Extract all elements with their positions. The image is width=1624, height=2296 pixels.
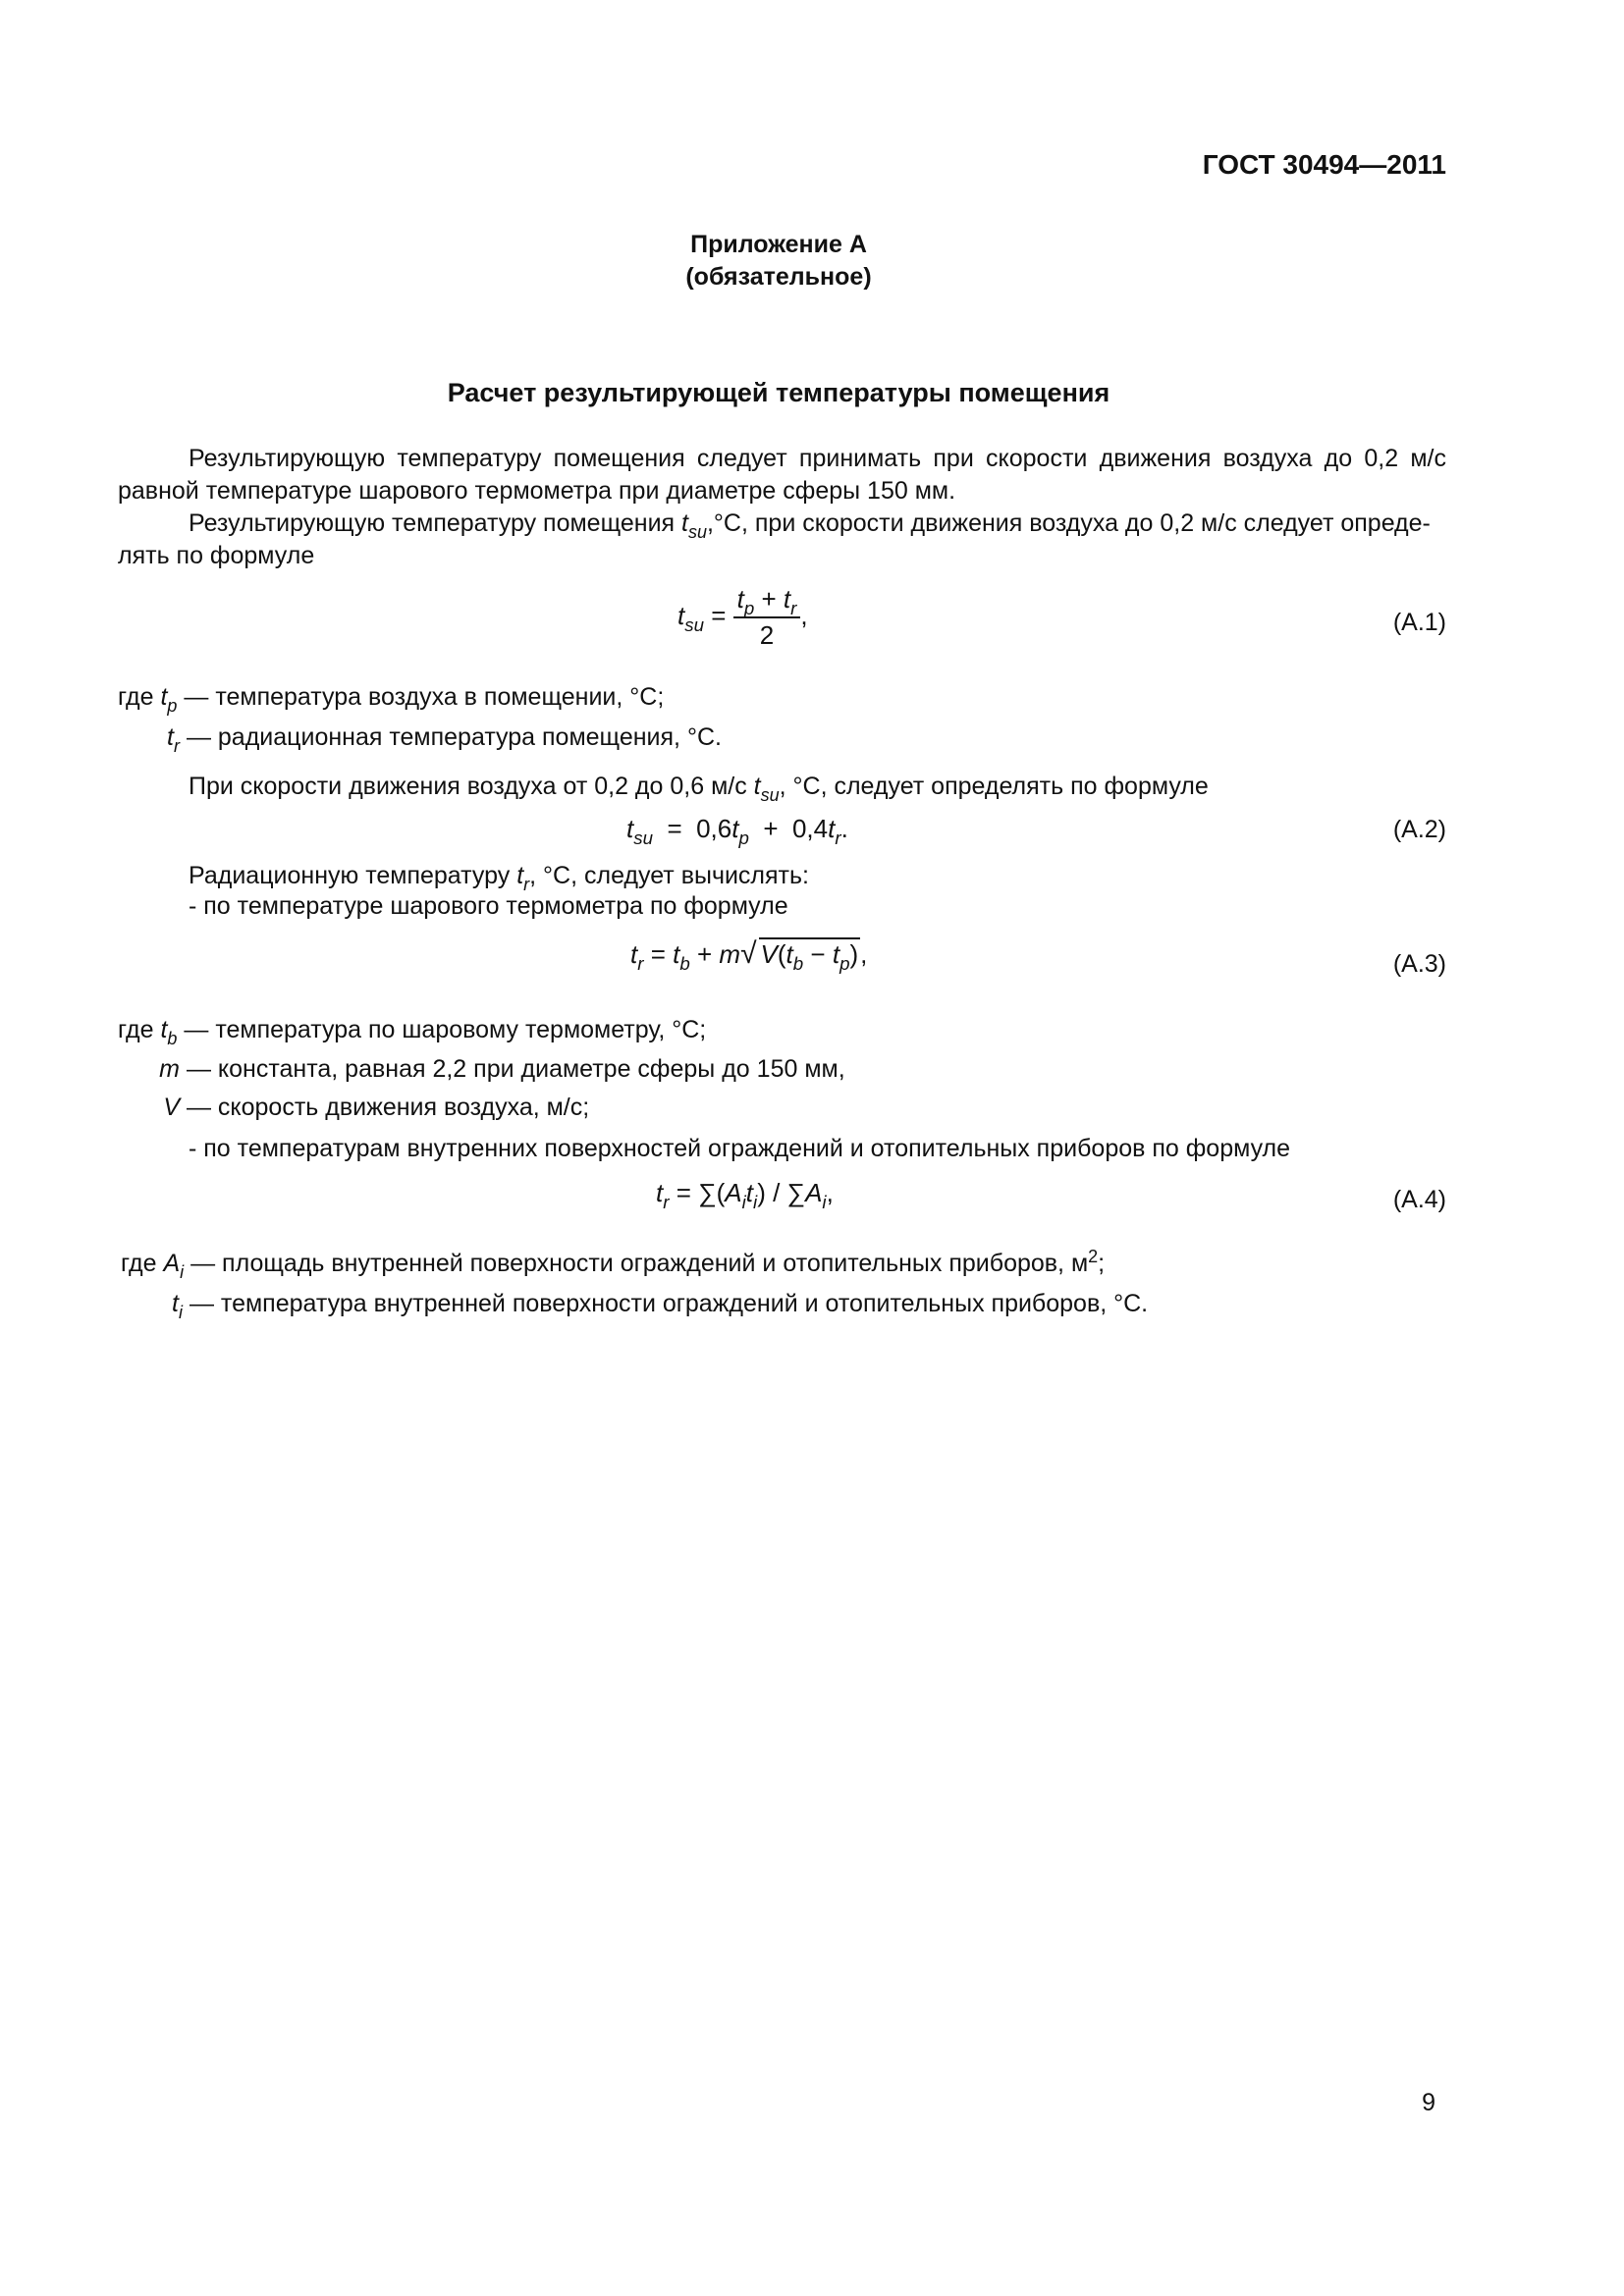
section-title: Расчет результирующей температуры помещения: [447, 378, 1110, 407]
where-m: m — константа, равная 2,2 при диаметре сферы до 150 мм,: [159, 1055, 845, 1083]
paragraph-1-line-2: равной температуре шарового термометра при диаметре сферы 150 мм.: [118, 477, 956, 505]
sqrt-sign: √: [740, 937, 757, 970]
annex-title: Приложение А: [690, 231, 867, 258]
equation-a1: $t_{su}$ = $\frac{t_p + t_r}{2}$ ,: [677, 584, 808, 650]
where-ti: $t_i$ — температура внутренней поверхности ограждений и отопительных приборов, °С.: [172, 1290, 1149, 1322]
annex-status: (обязательное): [685, 263, 872, 291]
paragraph-2-line-2: лять по формуле: [118, 542, 315, 569]
page-number: 9: [1422, 2089, 1435, 2116]
equation-number-a1: (А.1): [1392, 609, 1446, 636]
where-tp: где $t_p$ — температура воздуха в помещении, °С;: [118, 683, 665, 716]
equation-a4: $t_r = \sum(A_it_i) / \sum A_i$,: [656, 1178, 834, 1213]
paragraph-6: - по температурам внутренних поверхностей ограждений и отопительных приборов по формуле: [189, 1135, 1291, 1162]
where-tb: где $t_b$ — температура по шаровому термометру, °С;: [118, 1016, 707, 1048]
where-v: V — скорость движения воздуха, м/с;: [163, 1094, 590, 1121]
equation-a2: $t_{su} = 0,6t_p + 0,4t_r$.: [626, 814, 848, 849]
equation-number-a3: (А.3): [1392, 950, 1446, 978]
equation-number-a2: (А.2): [1392, 816, 1446, 843]
where-tr: $t_r$ — радиационная температура помещения, °С.: [167, 723, 722, 756]
paragraph-5: - по температуре шарового термометра по формуле: [189, 892, 788, 920]
paragraph-1-line-1: Результирующую температуру помещения следует принимать при скорости движения воздуха до 0,2 м/с: [189, 445, 1446, 472]
standard-number: ГОСТ 30494—2011: [1202, 149, 1446, 180]
where-ai: где $A_i$ — площадь внутренней поверхности ограждений и отопительных приборов, $м^2$;: [121, 1247, 1106, 1282]
equation-a3: $t_r = t_b + m√$ $V(t_b - t_p)$,: [630, 937, 868, 975]
paragraph-2-line-1: Результирующую температуру помещения $t_{su},^\circ С$, при скорости движения воздуха до 0,2 м/с следует опреде-: [189, 509, 1431, 542]
equation-number-a4: (А.4): [1392, 1186, 1446, 1213]
paragraph-4: Радиационную температуру $t_r$, °С, следует вычислять:: [189, 862, 809, 894]
fraction: $\frac{t_p + t_r}{2}$: [733, 584, 801, 651]
paragraph-3: При скорости движения воздуха от 0,2 до 0,6 м/с $t_{su}$, °С, следует определять по формуле: [189, 773, 1209, 805]
